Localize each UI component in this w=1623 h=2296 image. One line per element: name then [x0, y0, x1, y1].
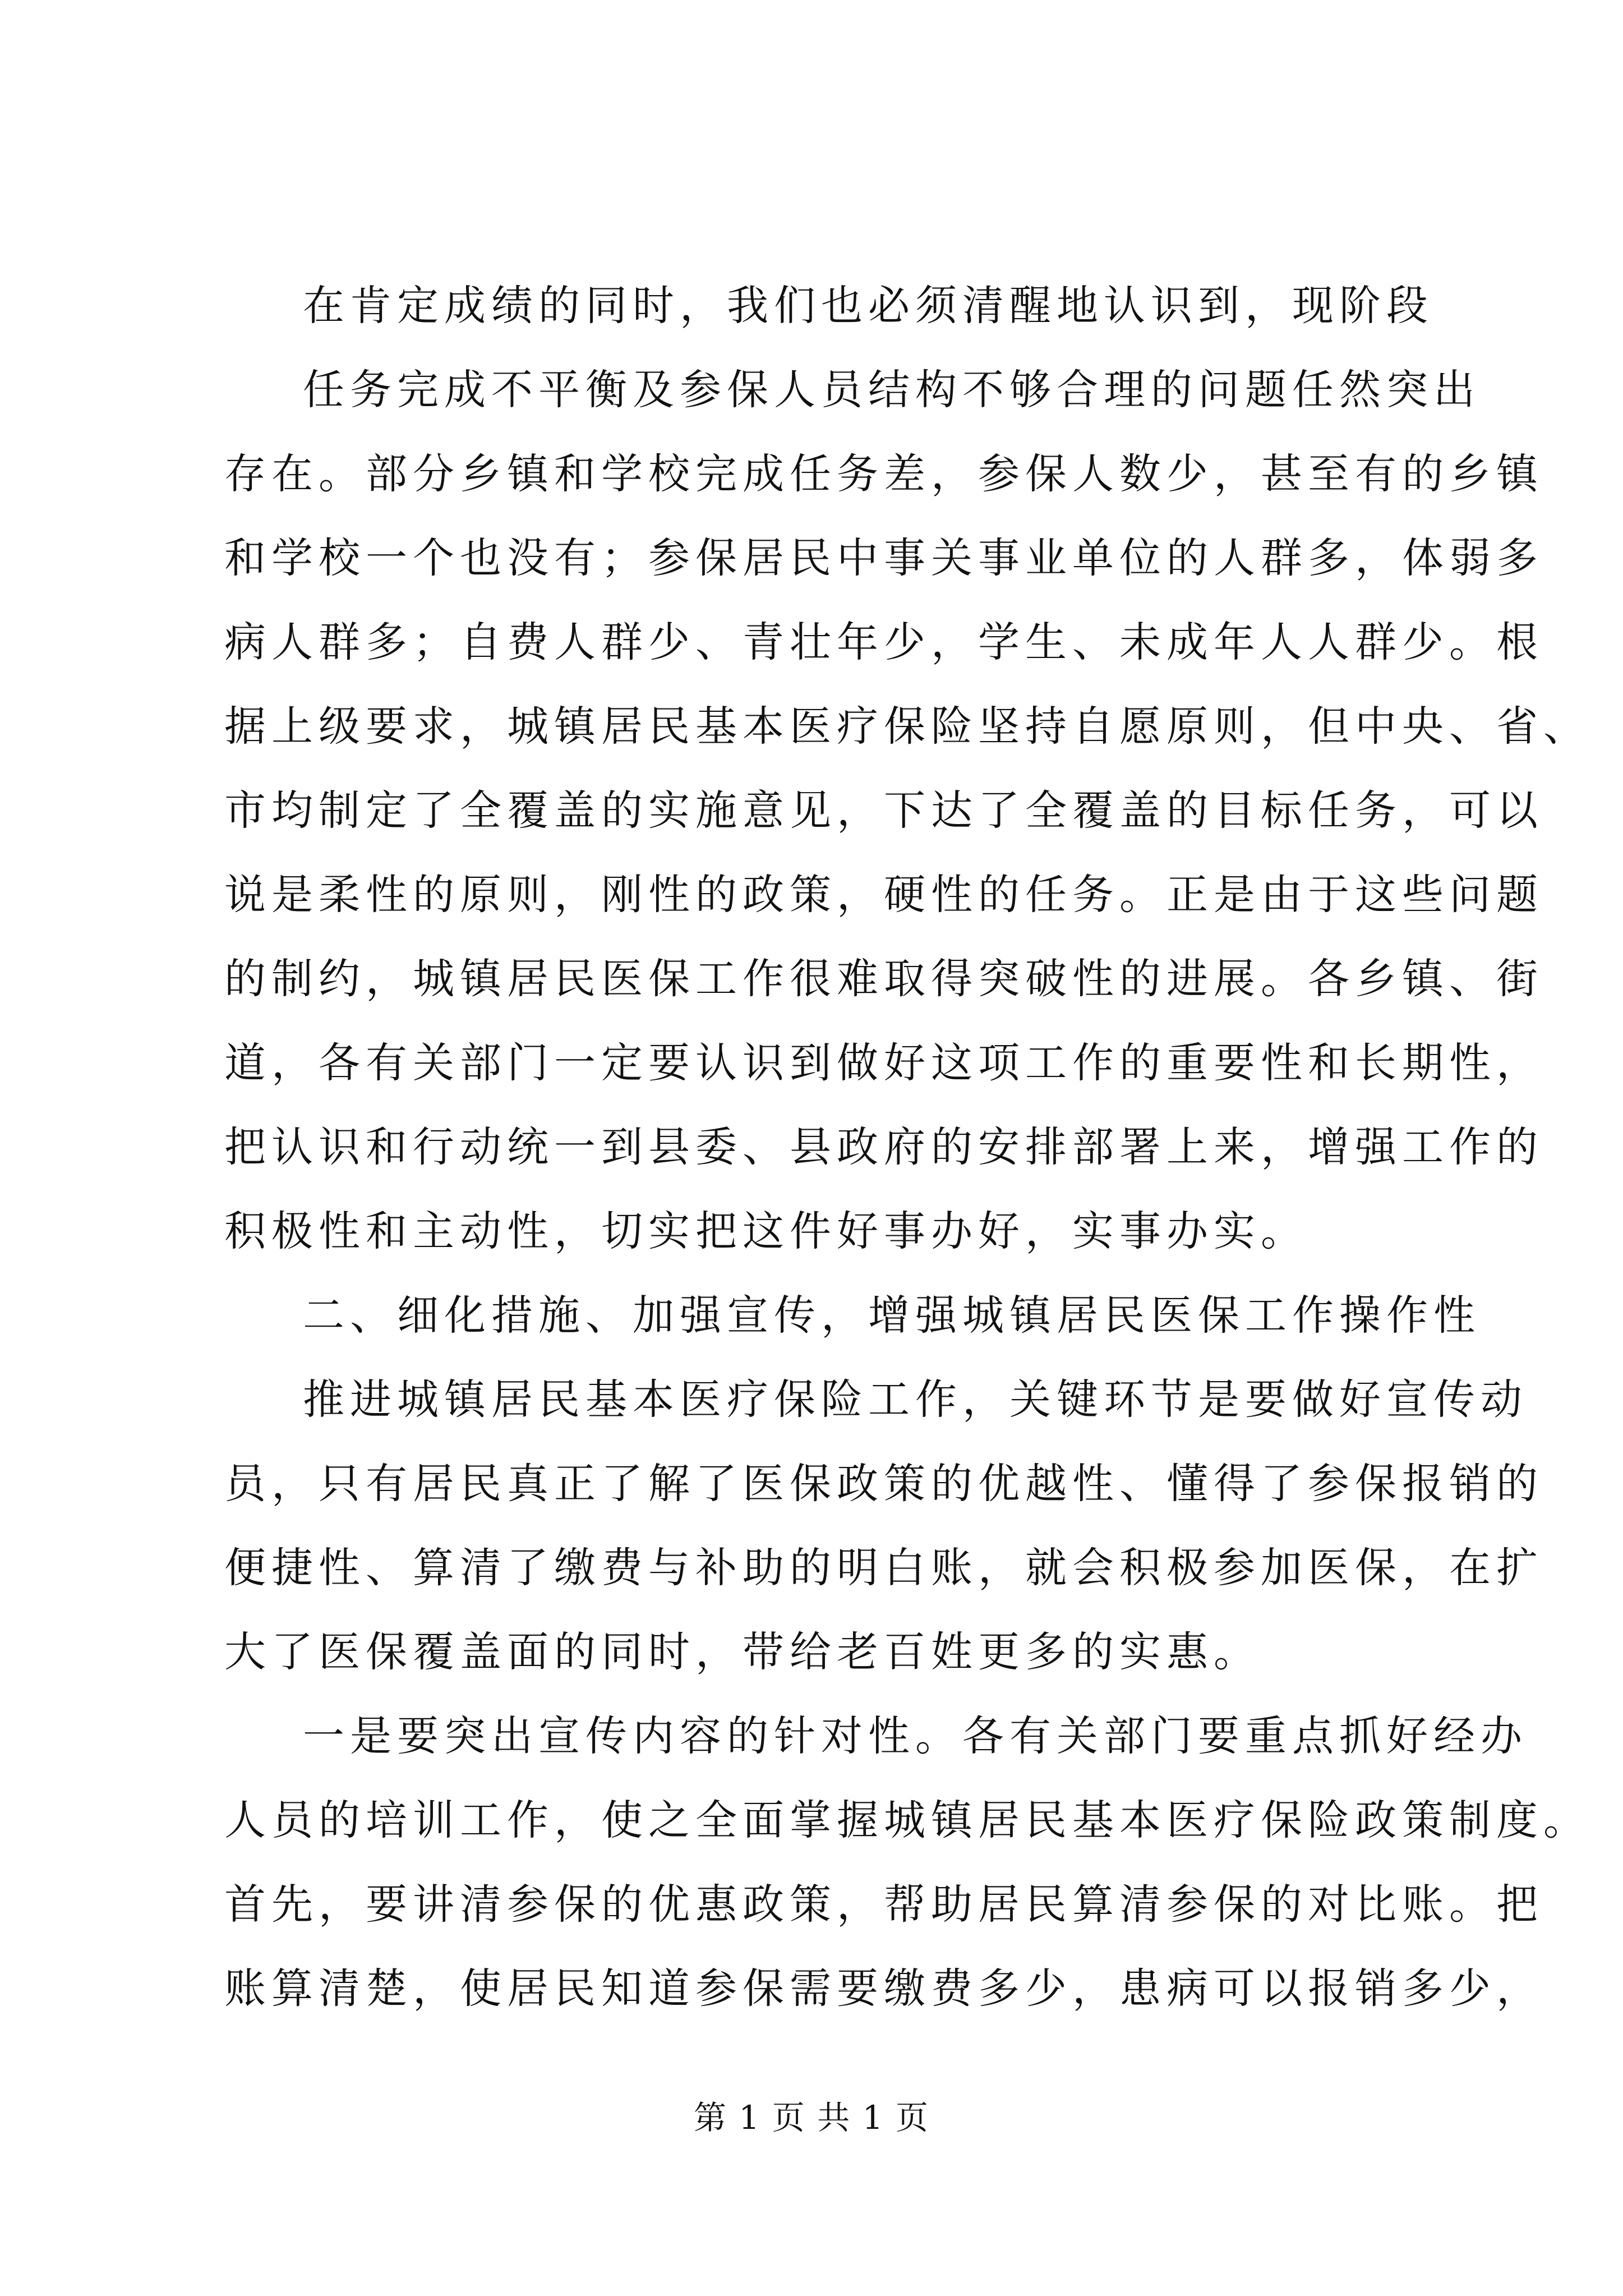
paragraph-line: 和学校一个也没有；参保居民中事关事业单位的人群多，体弱多	[224, 534, 1543, 582]
paragraph-line: 的制约，城镇居民医保工作很难取得突破性的进展。各乡镇、街	[224, 955, 1543, 1003]
paragraph-line: 积极性和主动性，切实把这件好事办好，实事办实。	[224, 1207, 1308, 1255]
paragraph-line: 道，各有关部门一定要认识到做好这项工作的重要性和长期性，	[224, 1039, 1543, 1087]
page-number-footer: 第 1 页 共 1 页	[694, 2099, 929, 2137]
paragraph-line: 便捷性、算清了缴费与补助的明白账，就会积极参加医保，在扩	[224, 1544, 1543, 1592]
paragraph-line: 人员的培训工作，使之全面掌握城镇居民基本医疗保险政策制度。	[224, 1796, 1590, 1844]
paragraph-line: 存在。部分乡镇和学校完成任务差，参保人数少，甚至有的乡镇	[224, 450, 1543, 498]
paragraph-line: 市均制定了全覆盖的实施意见，下达了全覆盖的目标任务，可以	[224, 786, 1543, 835]
paragraph-line: 一是要突出宣传内容的针对性。各有关部门要重点抓好经办	[303, 1712, 1528, 1760]
paragraph-line: 说是柔性的原则，刚性的政策，硬性的任务。正是由于这些问题	[224, 871, 1543, 919]
paragraph-line: 员，只有居民真正了解了医保政策的优越性、懂得了参保报销的	[224, 1460, 1543, 1508]
paragraph-line: 首先，要讲清参保的优惠政策，帮助居民算清参保的对比账。把	[224, 1880, 1543, 1929]
paragraph-line: 病人群多；自费人群少、青壮年少，学生、未成年人人群少。根	[224, 618, 1543, 666]
paragraph-line: 推进城镇居民基本医疗保险工作，关键环节是要做好宣传动	[303, 1375, 1528, 1424]
paragraph-line: 据上级要求，城镇居民基本医疗保险坚持自愿原则，但中央、省、	[224, 702, 1590, 751]
paragraph-line: 把认识和行动统一到县委、县政府的安排部署上来，增强工作的	[224, 1123, 1543, 1171]
paragraph-line: 任务完成不平衡及参保人员结构不够合理的问题任然突出	[303, 366, 1481, 414]
paragraph-line: 在肯定成绩的同时，我们也必须清醒地认识到，现阶段	[303, 282, 1433, 330]
section-heading: 二、细化措施、加强宣传，增强城镇居民医保工作操作性	[303, 1291, 1481, 1340]
paragraph-line: 账算清楚，使居民知道参保需要缴费多少，患病可以报销多少，	[224, 1964, 1543, 2013]
paragraph-line: 大了医保覆盖面的同时，带给老百姓更多的实惠。	[224, 1628, 1261, 1676]
